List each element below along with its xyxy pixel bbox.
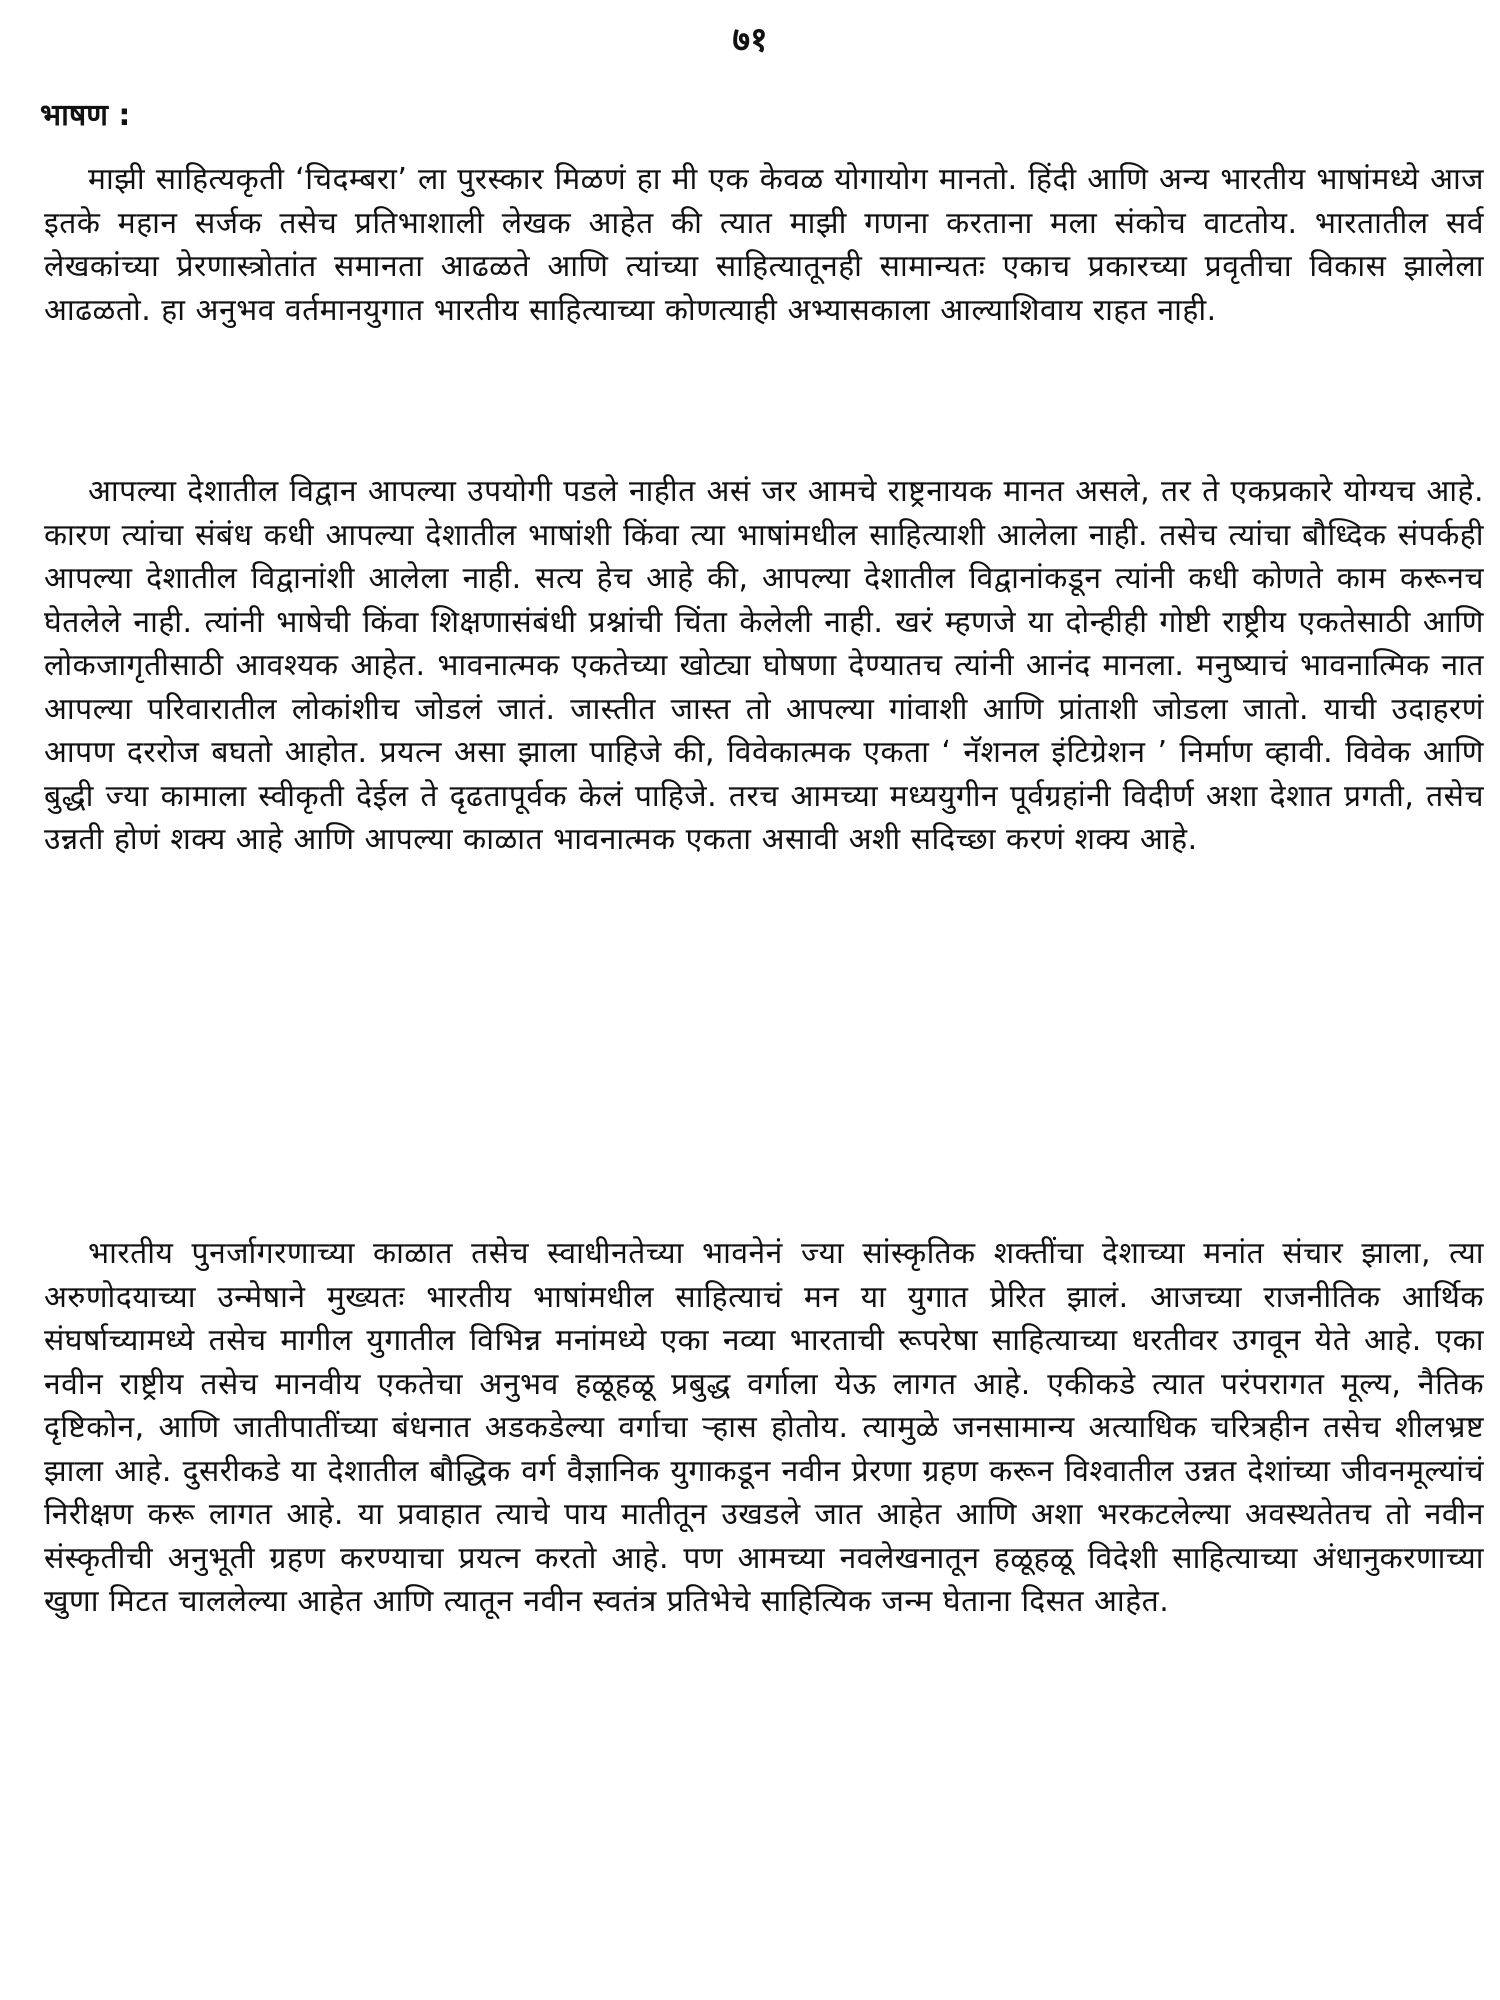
section-heading: भाषण : xyxy=(40,98,131,133)
paragraph: भारतीय पुनर्जागरणाच्या काळात तसेच स्वाधीनतेच्या भावनेनं ज्या सांस्कृतिक शक्तींचा देशाच्या मनांत संचार झाला, त्या अरुणोदयाच्या उन्मेषाने मुख्यतः भारतीय भाषांमधील साहित्याचं मन या युगात प्रेरित झालं. आजच्या राजनीतिक आर्थिक संघर्षाच्यामध्ये तसेच मागील युगातील विभिन्न मनांमध्ये एका नव्या भारताची रूपरेषा साहित्याच्या धरतीवर उगवून येते आहे. एका नवीन राष्ट्रीय तसेच मानवीय एकतेचा अनुभव हळूहळू प्रबुद्ध वर्गाला येऊ लागत आहे. एकीकडे त्यात परंपरागत मूल्य, नैतिक दृष्टिकोन, आणि जातीपातींच्या बंधनात अडकडेल्या वर्गाचा ऱ्हास होतोय. त्यामुळे जनसामान्य अत्याधिक चरित्रहीन तसेच शीलभ्रष्ट झाला आहे. दुसरीकडे या देशातील बौद्धिक वर्ग वैज्ञानिक युगाकडून नवीन प्रेरणा ग्रहण करून विश्वातील उन्नत देशांच्या जीवनमूल्यांचं निरीक्षण करू लागत आहे. या प्रवाहात त्याचे पाय मातीतून उखडले जात आहेत आणि अशा भरकटलेल्या अवस्थतेतच तो नवीन संस्कृतीची अनुभूती ग्रहण करण्याचा प्रयत्न करतो आहे. पण आमच्या नवलेखनातून हळूहळू विदेशी साहित्याच्या अंधानुकरणाच्या खुणा मिटत चाललेल्या आहेत आणि त्यातून नवीन स्वतंत्र प्रतिभेचे साहित्यिक जन्म घेताना दिसत आहेत. xyxy=(44,1236,1484,1619)
page-number: ७१ xyxy=(732,20,768,60)
paragraph: माझी साहित्यकृती ‘चिदम्बरा’ ला पुरस्कार मिळणं हा मी एक केवळ योगायोग मानतो. हिंदी आणि अन्य भारतीय भाषांमध्ये आज इतके महान सर्जक तसेच प्रतिभाशाली लेखक आहेत की त्यात माझी गणना करताना मला संकोच वाटतोय. भारतातील सर्व लेखकांच्या प्रेरणास्त्रोतांत समानता आढळते आणि त्यांच्या साहित्यातूनही सामान्यतः एकाच प्रकारच्या प्रवृतीचा विकास झालेला आढळतो. हा अनुभव वर्तमानयुगात भारतीय साहित्याच्या कोणत्याही अभ्यासकाला आल्याशिवाय राहत नाही. xyxy=(44,162,1484,328)
paragraph: आपल्या देशातील विद्वान आपल्या उपयोगी पडले नाहीत असं जर आमचे राष्ट्रनायक मानत असले, तर ते एकप्रकारे योग्यच आहे. कारण त्यांचा संबंध कधी आपल्या देशातील भाषांशी किंवा त्या भाषांमधील साहित्याशी आलेला नाही. तसेच त्यांचा बौध्दिक संपर्कही आपल्या देशातील विद्वानांशी आलेला नाही. सत्य हेच आहे की, आपल्या देशातील विद्वानांकडून त्यांनी कधी कोणते काम करूनच घेतलेले नाही. त्यांनी भाषेची किंवा शिक्षणासंबंधी प्रश्नांची चिंता केलेली नाही. खरं म्हणजे या दोन्हीही गोष्टी राष्ट्रीय एकतेसाठी आणि लोकजागृतीसाठी आवश्यक आहेत. भावनात्मक एकतेच्या खोट्या घोषणा देण्यातच त्यांनी आनंद मानला. मनुष्याचं भावनात्मिक नात आपल्या परिवारातील लोकांशीच जोडलं जातं. जास्तीत जास्त तो आपल्या गांवाशी आणि प्रांताशी जोडला जातो. याची उदाहरणं आपण दररोज बघतो आहोत. प्रयत्न असा झाला पाहिजे की, विवेकात्मक एकता ‘ नॅशनल इंटिग्रेशन ’ निर्माण व्हावी. विवेक आणि बुद्धी ज्या कामाला स्वीकृती देईल ते दृढतापूर्वक केलं पाहिजे. तरच आमच्या मध्ययुगीन पूर्वग्रहांनी विदीर्ण अशा देशात प्रगती, तसेच उन्नती होणं शक्य आहे आणि आपल्या काळात भावनात्मक एकता असावी अशी सदिच्छा करणं शक्य आहे. xyxy=(44,474,1484,857)
